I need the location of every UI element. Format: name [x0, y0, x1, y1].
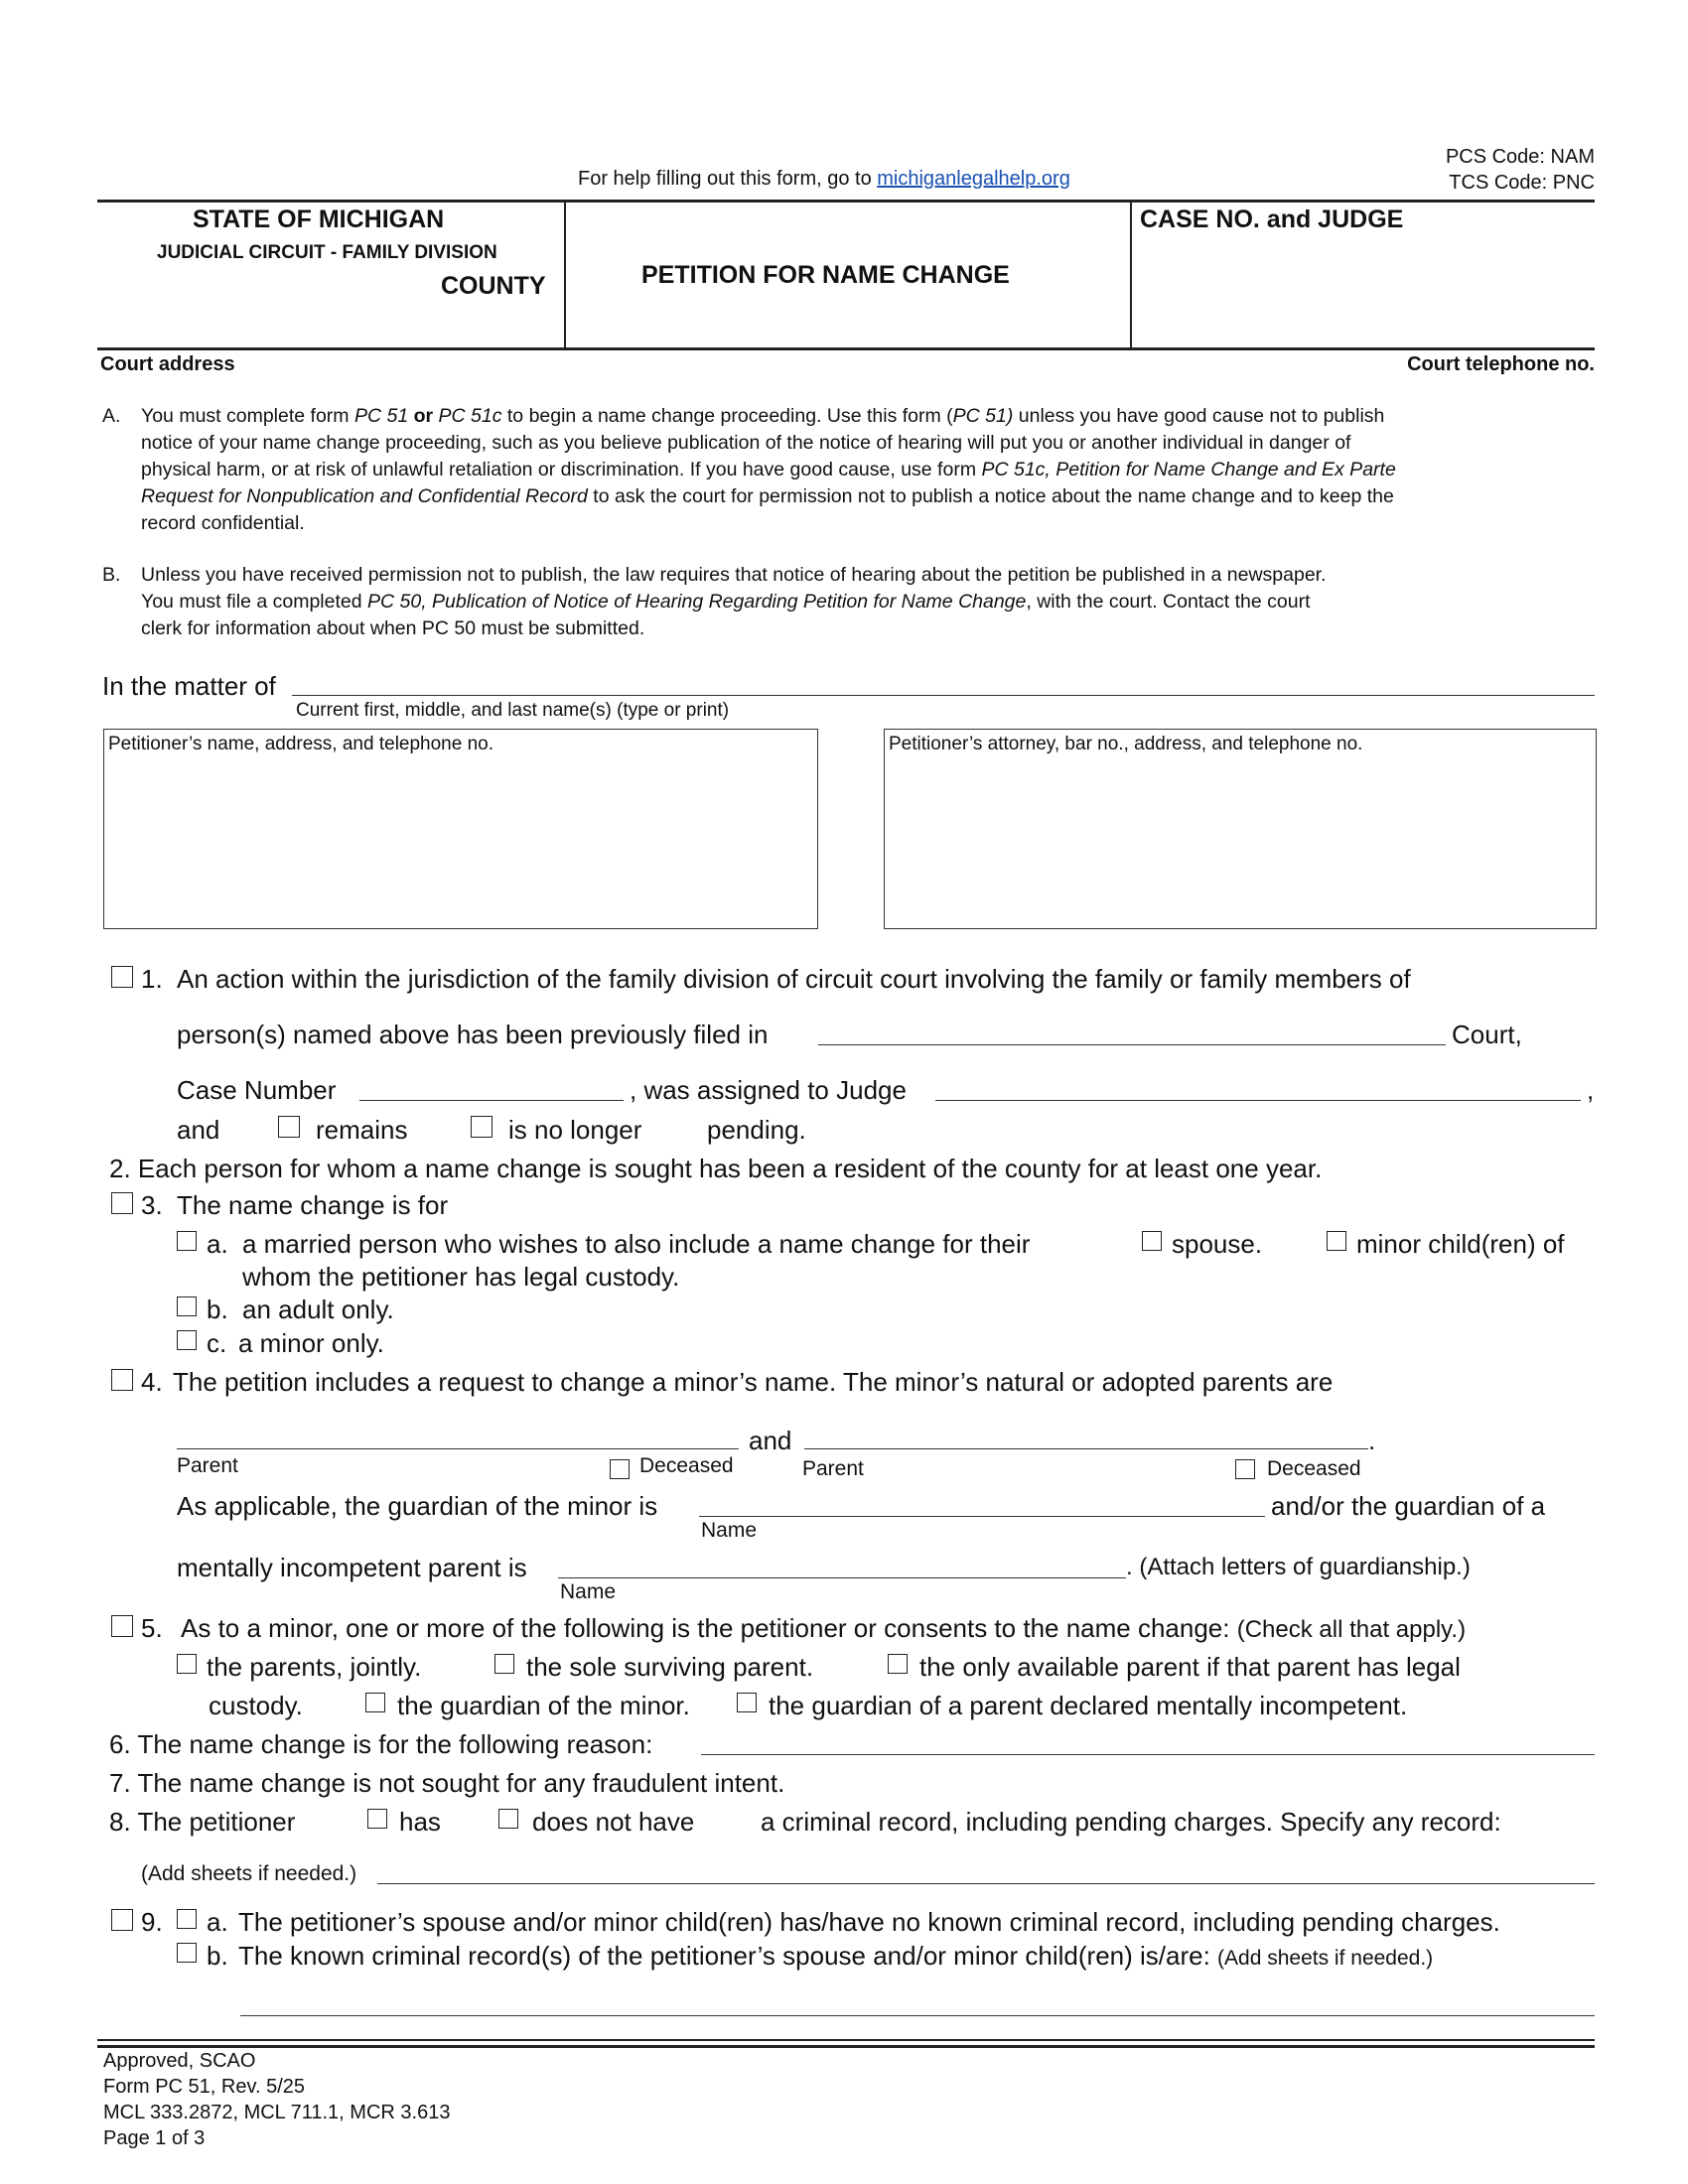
- item9-num: 9.: [141, 1907, 163, 1937]
- item3a-spouse-checkbox[interactable]: [1142, 1231, 1162, 1251]
- item4-parent1-line[interactable]: [177, 1448, 739, 1449]
- item4-parent2-caption: Parent: [802, 1457, 864, 1480]
- item5-only-label: the only available parent if that parent has legal: [919, 1652, 1461, 1682]
- item8-doesnot-checkbox[interactable]: [498, 1809, 518, 1829]
- item1-remains-checkbox[interactable]: [278, 1116, 300, 1138]
- item5-guardian-checkbox[interactable]: [365, 1693, 385, 1712]
- item7-text: 7. The name change is not sought for any fraudulent intent.: [109, 1768, 785, 1798]
- item4-text: The petition includes a request to change a minor’s name. The minor’s natural or adopted parents are: [173, 1367, 1334, 1397]
- item1-and: and: [177, 1115, 220, 1145]
- item3b-text: an adult only.: [242, 1295, 394, 1324]
- item4-incompetent-label: mentally incompetent parent is: [177, 1553, 527, 1582]
- item3c-text: a minor only.: [238, 1328, 384, 1358]
- item4-attach-label: . (Attach letters of guardianship.): [1126, 1554, 1471, 1580]
- item4-deceased2-checkbox[interactable]: [1235, 1459, 1255, 1479]
- item1-pending-label: pending.: [707, 1115, 806, 1145]
- item1-comma: ,: [1587, 1075, 1595, 1105]
- header-top-rule: [97, 200, 1595, 203]
- item8-doesnot-label: does not have: [532, 1807, 695, 1837]
- item4-and: and: [749, 1426, 792, 1455]
- matter-caption: Current first, middle, and last name(s) (type or print): [296, 700, 730, 721]
- matter-name-line[interactable]: [292, 695, 1595, 696]
- footer-rule-2: [97, 2045, 1595, 2048]
- item3a-minor-label: minor child(ren) of: [1356, 1229, 1565, 1259]
- item4-guardian-label: As applicable, the guardian of the minor is: [177, 1491, 658, 1521]
- item4-incompetent-line[interactable]: [558, 1577, 1126, 1578]
- item6-text: 6. The name change is for the following reason:: [109, 1729, 653, 1759]
- item5-guardian-label: the guardian of the minor.: [397, 1691, 690, 1720]
- item5-checkbox[interactable]: [111, 1615, 133, 1637]
- item9-checkbox[interactable]: [111, 1909, 133, 1931]
- item8-sheets-label: (Add sheets if needed.): [141, 1862, 357, 1885]
- help-link[interactable]: michiganlegalhelp.org: [877, 168, 1070, 190]
- item3b-checkbox[interactable]: [177, 1297, 197, 1316]
- item1-line2: person(s) named above has been previously filed in: [177, 1020, 769, 1049]
- item9b-label: b.: [207, 1941, 228, 1971]
- footer-approved: Approved, SCAO: [103, 2050, 256, 2072]
- attorney-box-label: Petitioner’s attorney, bar no., address, and telephone no.: [889, 734, 1363, 754]
- item5-text: As to a minor, one or more of the following is the petitioner or consents to the name change: (Check all that apply.): [181, 1613, 1467, 1643]
- item2-text: 2. Each person for whom a name change is sought has been a resident of the county for at least one year.: [109, 1154, 1323, 1183]
- notice-a: You must complete form PC 51 or PC 51c to begin a name change proceeding. Use this form (PC 51) unless you have good cause not to publish notice of your name change proceeding, such as you believe publication of the notice of hearing will put you or another individual in danger of physical harm, or at risk of unlawful retaliation or discrimination. If you have good cause, use form PC 51c, Petition for Name Change and Ex Parte Request for Nonpublication and Confidential Record to ask the court for permission not to publish a notice about the name change and to keep the record confidential.: [141, 405, 1396, 534]
- item3a-line2: whom the petitioner has legal custody.: [242, 1262, 680, 1292]
- item5-num: 5.: [141, 1613, 163, 1643]
- item3a-spouse-label: spouse.: [1172, 1229, 1263, 1259]
- item1-case-label: Case Number: [177, 1075, 337, 1105]
- item8-record-label: a criminal record, including pending charges. Specify any record:: [761, 1807, 1501, 1837]
- case-no-label: CASE NO. and JUDGE: [1140, 205, 1404, 233]
- matter-label: In the matter of: [102, 671, 276, 701]
- item3-checkbox[interactable]: [111, 1192, 133, 1214]
- item3a-text: a married person who wishes to also include a name change for their: [242, 1229, 1031, 1259]
- item1-checkbox[interactable]: [111, 966, 133, 988]
- item1-judge-line[interactable]: [935, 1100, 1581, 1101]
- footer-rule-1: [97, 2039, 1595, 2041]
- court-phone-label: Court telephone no.: [1407, 353, 1595, 375]
- item5-sole-label: the sole surviving parent.: [526, 1652, 814, 1682]
- footer-form: Form PC 51, Rev. 5/25: [103, 2076, 306, 2098]
- item9a-checkbox[interactable]: [177, 1909, 197, 1929]
- item9a-label: a.: [207, 1907, 228, 1937]
- item1-nolonger-label: is no longer: [508, 1115, 642, 1145]
- form-title: PETITION FOR NAME CHANGE: [641, 261, 1010, 289]
- item1-remains-label: remains: [316, 1115, 408, 1145]
- item3a-minor-checkbox[interactable]: [1327, 1231, 1346, 1251]
- item3c-checkbox[interactable]: [177, 1330, 197, 1350]
- item4-parent1-caption: Parent: [177, 1454, 238, 1477]
- item4-deceased1-label: Deceased: [639, 1454, 734, 1477]
- item4-incompetent-name-caption: Name: [560, 1580, 617, 1603]
- item9b-text: The known criminal record(s) of the petitioner’s spouse and/or minor child(ren) is/are: (Add sheets if needed.): [238, 1941, 1434, 1971]
- notice-b-label: B.: [102, 564, 121, 586]
- item8-has-label: has: [399, 1807, 441, 1837]
- item4-parent2-line[interactable]: [804, 1448, 1368, 1449]
- help-text: For help filling out this form, go to michiganlegalhelp.org: [578, 168, 1070, 190]
- item4-guardian-line[interactable]: [699, 1516, 1265, 1517]
- item3-text: The name change is for: [177, 1190, 449, 1220]
- item4-guardian-parent-label: and/or the guardian of a: [1271, 1491, 1546, 1521]
- item4-period: .: [1368, 1426, 1376, 1455]
- item9b-checkbox[interactable]: [177, 1943, 197, 1963]
- item5-custody-label: custody.: [209, 1691, 303, 1720]
- item1-court-label: Court,: [1452, 1020, 1522, 1049]
- petitioner-box[interactable]: [103, 729, 818, 929]
- item5-sole-checkbox[interactable]: [494, 1654, 514, 1674]
- item5-guardian-parent-checkbox[interactable]: [737, 1693, 757, 1712]
- item5-parents-label: the parents, jointly.: [207, 1652, 422, 1682]
- state-title: STATE OF MICHIGAN: [193, 205, 445, 233]
- item3c-label: c.: [207, 1328, 227, 1358]
- pcs-code: PCS Code: NAM: [1445, 146, 1595, 168]
- court-address-label: Court address: [100, 353, 235, 375]
- item8-has-checkbox[interactable]: [367, 1809, 387, 1829]
- item3a-checkbox[interactable]: [177, 1231, 197, 1251]
- item9a-text: The petitioner’s spouse and/or minor child(ren) has/have no known criminal record, including pending charges.: [238, 1907, 1500, 1937]
- item4-guardian-name-caption: Name: [701, 1519, 758, 1542]
- item5-guardian-parent-label: the guardian of a parent declared mentally incompetent.: [769, 1691, 1408, 1720]
- tcs-code: TCS Code: PNC: [1449, 172, 1595, 194]
- item1-nolonger-checkbox[interactable]: [471, 1116, 492, 1138]
- item4-deceased2-label: Deceased: [1267, 1457, 1361, 1480]
- item1-num: 1.: [141, 964, 163, 994]
- item3-num: 3.: [141, 1190, 163, 1220]
- header-bottom-rule: [97, 347, 1595, 350]
- circuit-label: JUDICIAL CIRCUIT - FAMILY DIVISION: [157, 242, 497, 263]
- item1-case-line[interactable]: [359, 1100, 624, 1101]
- item1-assigned-label: , was assigned to Judge: [630, 1075, 907, 1105]
- county-label: COUNTY: [441, 272, 546, 300]
- notice-b: Unless you have received permission not to publish, the law requires that notice of hearing about the petition be published in a newspaper. You must file a completed PC 50, Publication of Notice of Hearing Regarding Petition for Name Change, with the court. Contact the court clerk for information about when PC 50 must be submitted.: [141, 564, 1327, 639]
- item4-checkbox[interactable]: [111, 1369, 133, 1391]
- item8-text: 8. The petitioner: [109, 1807, 296, 1837]
- header-divider-1: [564, 202, 566, 348]
- petitioner-box-label: Petitioner’s name, address, and telephone no.: [108, 734, 494, 754]
- item3b-label: b.: [207, 1295, 228, 1324]
- header-divider-2: [1130, 202, 1132, 348]
- item1-line1: An action within the jurisdiction of the family division of circuit court involving the family or family members of: [177, 964, 1411, 994]
- footer-mcl: MCL 333.2872, MCL 711.1, MCR 3.613: [103, 2102, 451, 2123]
- item8-record-line[interactable]: [377, 1883, 1595, 1884]
- item5-only-checkbox[interactable]: [888, 1654, 908, 1674]
- attorney-box[interactable]: [884, 729, 1597, 929]
- item3a-label: a.: [207, 1229, 228, 1259]
- item4-num: 4.: [141, 1367, 163, 1397]
- item6-reason-line[interactable]: [701, 1754, 1595, 1755]
- item5-parents-checkbox[interactable]: [177, 1654, 197, 1674]
- footer-page: Page 1 of 3: [103, 2127, 206, 2149]
- item1-court-line[interactable]: [818, 1044, 1446, 1045]
- item9b-record-line[interactable]: [240, 2015, 1595, 2016]
- notice-a-label: A.: [102, 405, 121, 427]
- item4-deceased1-checkbox[interactable]: [610, 1459, 630, 1479]
